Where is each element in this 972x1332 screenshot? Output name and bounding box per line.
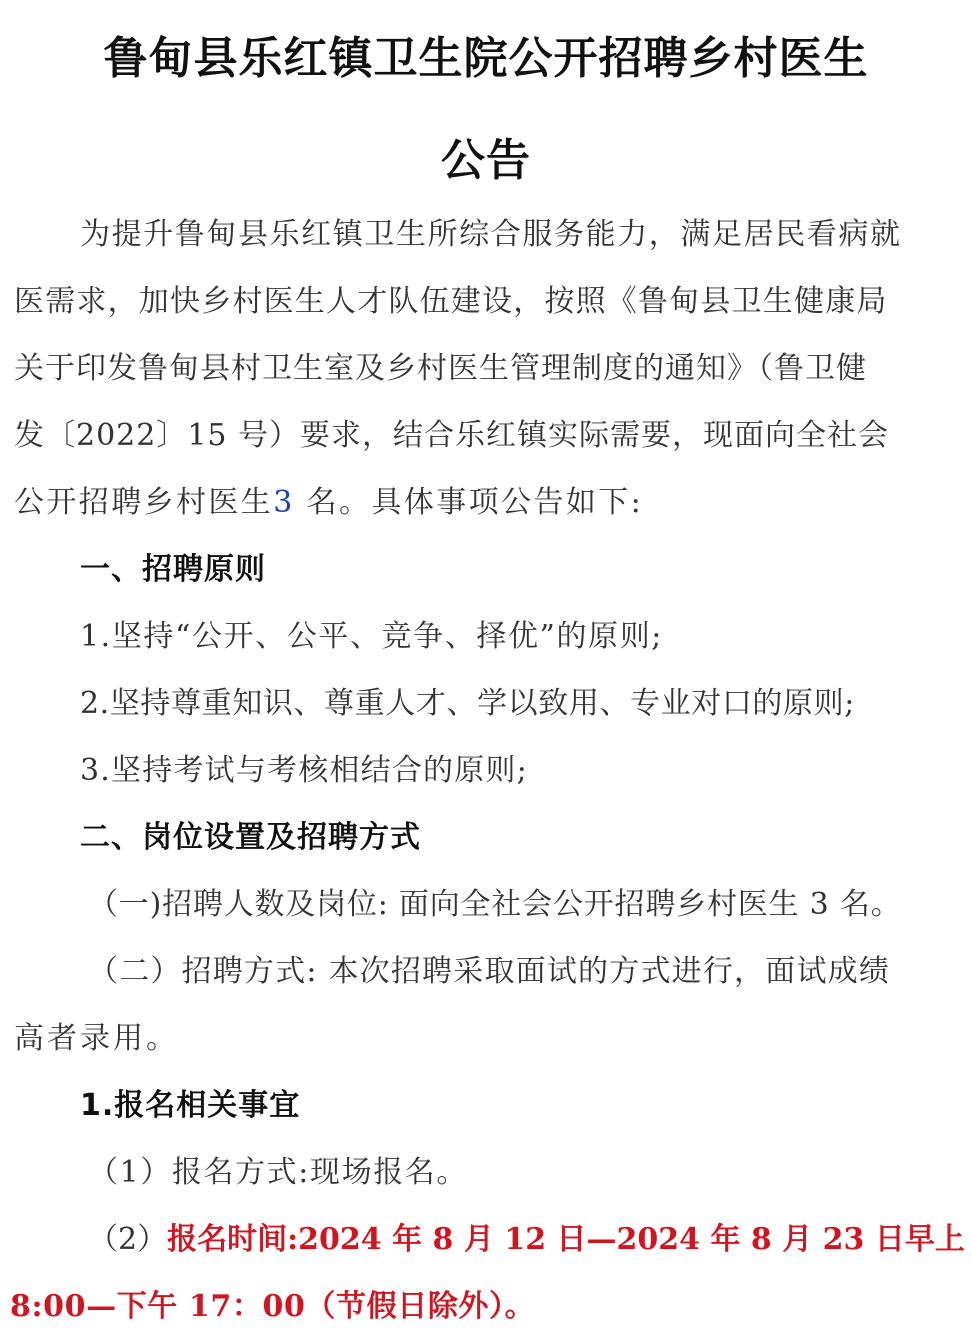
registration-time-line-1: [88, 1220, 965, 1260]
recruit-count: 3: [273, 485, 295, 520]
principle-3: 3.坚持考试与考核相结合的原则;: [80, 753, 528, 788]
intro-line-4: 发〔2022〕15 号）要求，结合乐红镇实际需要，现面向全社会: [14, 418, 890, 453]
section-1-heading: 一、招聘原则: [80, 552, 266, 587]
registration-heading: 1.报名相关事宜: [80, 1088, 301, 1123]
intro-line-1: 为提升鲁甸县乐红镇卫生所综合服务能力，满足居民看病就: [80, 217, 902, 252]
registration-time-line-2: 8:00—下午 17：00（节假日除外）。: [10, 1289, 536, 1324]
intro-line-3: 关于印发鲁甸县村卫生室及乡村医生管理制度的通知》（鲁卫健: [14, 351, 867, 386]
principle-1: 1.坚持“公开、公平、竞争、择优”的原则;: [80, 619, 664, 654]
intro-line-2: 医需求，加快乡村医生人才队伍建设，按照《鲁甸县卫生健康局: [14, 284, 888, 319]
method-paragraph-line-1: （二）招聘方式: 本次招聘采取面试的方式进行，面试成绩: [88, 954, 891, 989]
registration-time-highlight: 报名时间:2024 年 8 月 12 日—2024 年 8 月 23 日早上: [167, 1222, 965, 1257]
intro-line-5: [14, 483, 643, 523]
title-line-2: 公告: [441, 135, 531, 186]
principle-2: 2.坚持尊重知识、尊重人才、学以致用、专业对口的原则;: [80, 686, 855, 721]
registration-method: （1）报名方式:现场报名。: [88, 1155, 468, 1190]
intro-line-5-tail: 名。具体事项公告如下:: [294, 485, 644, 520]
section-2-heading: 二、岗位设置及招聘方式: [80, 820, 421, 855]
method-paragraph-line-2: 高者录用。: [14, 1021, 179, 1056]
intro-line-5-text: 公开招聘乡村医生: [14, 485, 274, 520]
registration-time-prefix: （2）: [88, 1222, 168, 1257]
positions-paragraph: （一)招聘人数及岗位: 面向全社会公开招聘乡村医生 3 名。: [88, 887, 902, 922]
title-line-1: 鲁甸县乐红镇卫生院公开招聘乡村医生: [103, 33, 869, 84]
